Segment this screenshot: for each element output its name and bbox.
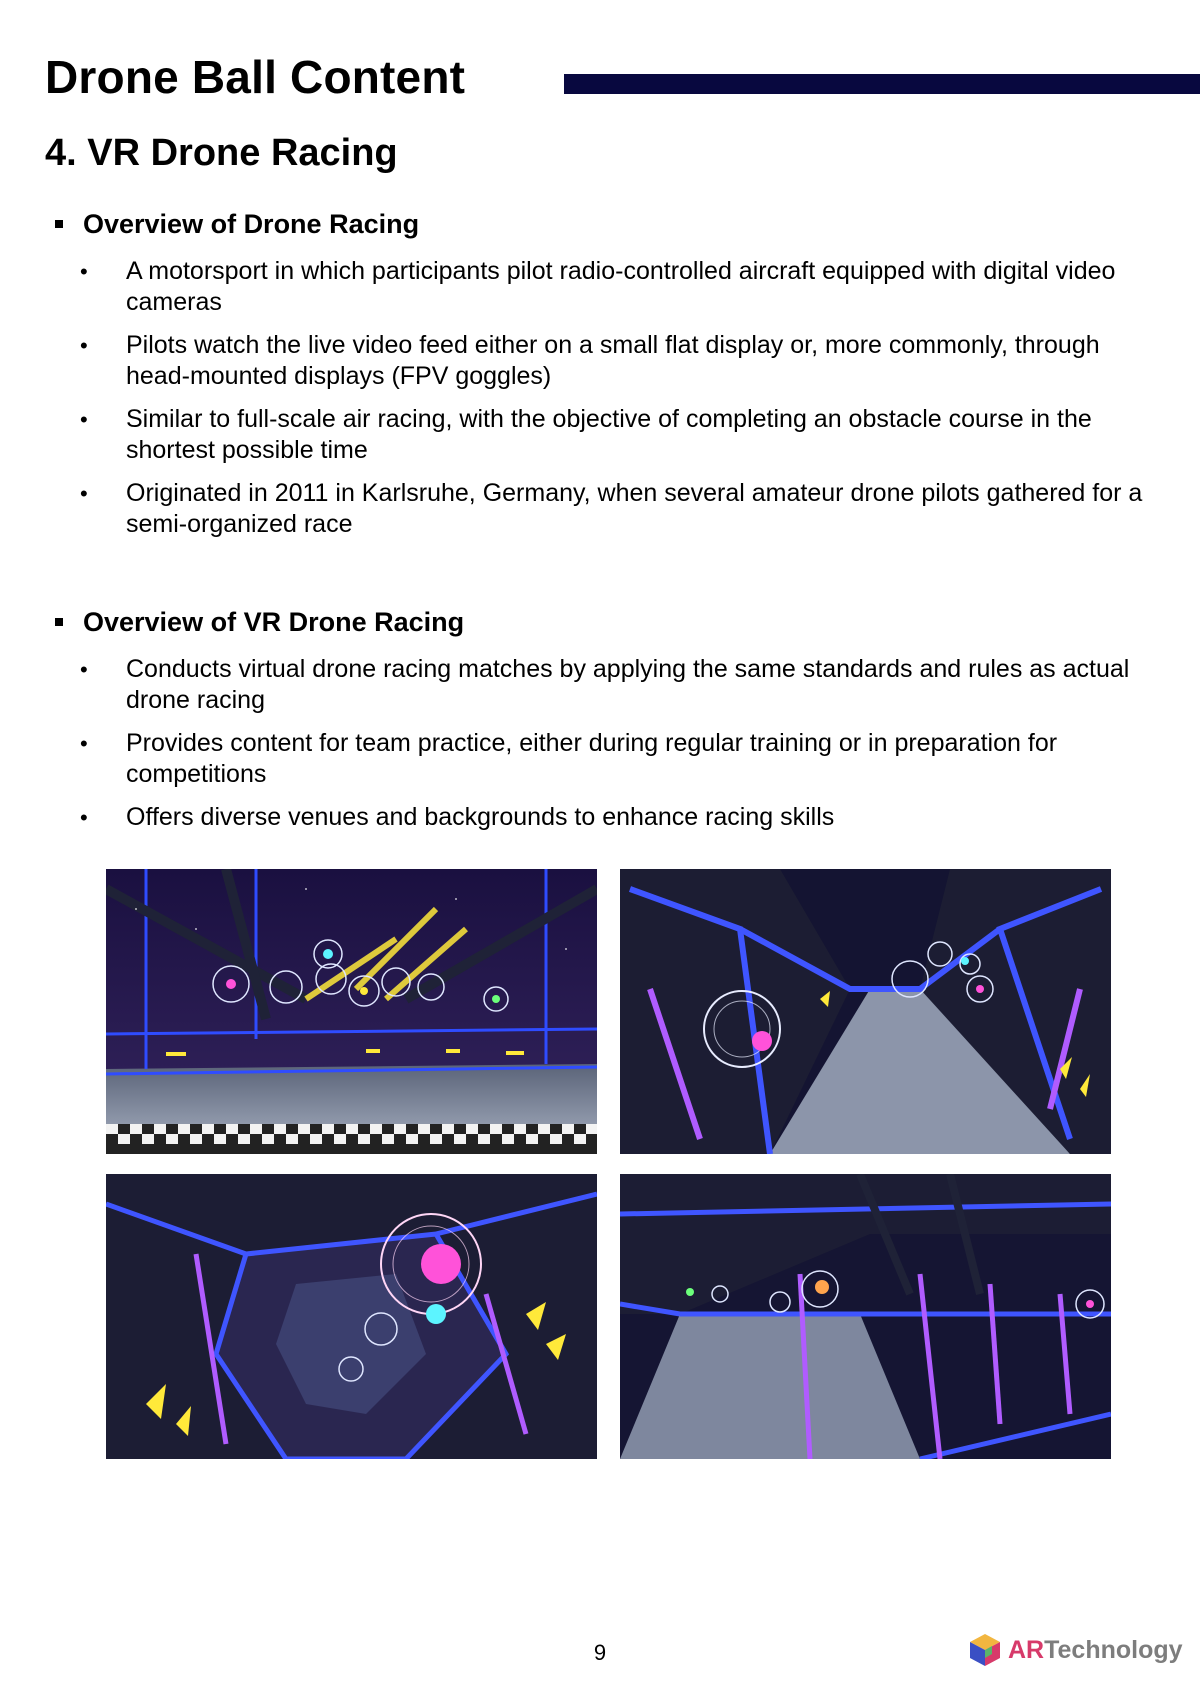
list-item: • Originated in 2011 in Karlsruhe, Germany, when several amateur drone pilots gathered for a semi-organized race xyxy=(80,479,1143,538)
vr-racing-screenshot-1 xyxy=(106,869,597,1154)
bullet-icon: • xyxy=(80,333,88,358)
bullet-list xyxy=(50,256,1170,540)
list-item: • Pilots watch the live video feed either on a small flat display or, more commonly, through head-mounted displays (FPV goggles) xyxy=(80,331,1100,390)
cube-logo-icon xyxy=(968,1632,1002,1668)
page-number: 9 xyxy=(593,1640,607,1665)
square-bullet-icon xyxy=(55,618,63,626)
section-vr-drone-racing xyxy=(50,604,1170,845)
bullet-icon: • xyxy=(80,805,88,830)
bullet-icon: • xyxy=(80,731,88,756)
list-item: • Provides content for team practice, either during regular training or in preparation for competitions xyxy=(80,729,1058,788)
bullet-icon: • xyxy=(80,407,88,432)
list-item: • Conducts virtual drone racing matches by applying the same standards and rules as actual drone racing xyxy=(80,655,1130,714)
bullet-icon: • xyxy=(80,481,88,506)
logo-text: ARTechnology xyxy=(1008,1635,1183,1664)
section-heading-text: Overview of Drone Racing xyxy=(83,208,420,239)
vr-racing-screenshot-2 xyxy=(620,869,1111,1154)
list-item: • Similar to full-scale air racing, with the objective of completing an obstacle course in the shortest possible time xyxy=(80,405,1092,464)
vr-racing-screenshot-3 xyxy=(106,1174,597,1459)
list-item: • Offers diverse venues and backgrounds to enhance racing skills xyxy=(80,803,835,831)
vr-racing-screenshot-4 xyxy=(620,1174,1111,1459)
section-heading xyxy=(50,604,1170,640)
bullet-list xyxy=(50,654,1170,833)
company-logo xyxy=(968,1632,1183,1668)
bullet-icon: • xyxy=(80,657,88,682)
list-item: • A motorsport in which participants pilot radio-controlled aircraft equipped with digital video cameras xyxy=(80,257,1116,316)
title-accent-bar xyxy=(564,74,1200,94)
screenshot-grid xyxy=(106,869,1111,1459)
page-title: Drone Ball Content xyxy=(45,51,466,103)
square-bullet-icon xyxy=(55,220,63,228)
section-heading-text: Overview of VR Drone Racing xyxy=(83,606,465,637)
bullet-icon: • xyxy=(80,259,88,284)
section-drone-racing xyxy=(50,206,1170,552)
section-heading xyxy=(50,206,1170,242)
section-title: 4. VR Drone Racing xyxy=(45,132,398,174)
